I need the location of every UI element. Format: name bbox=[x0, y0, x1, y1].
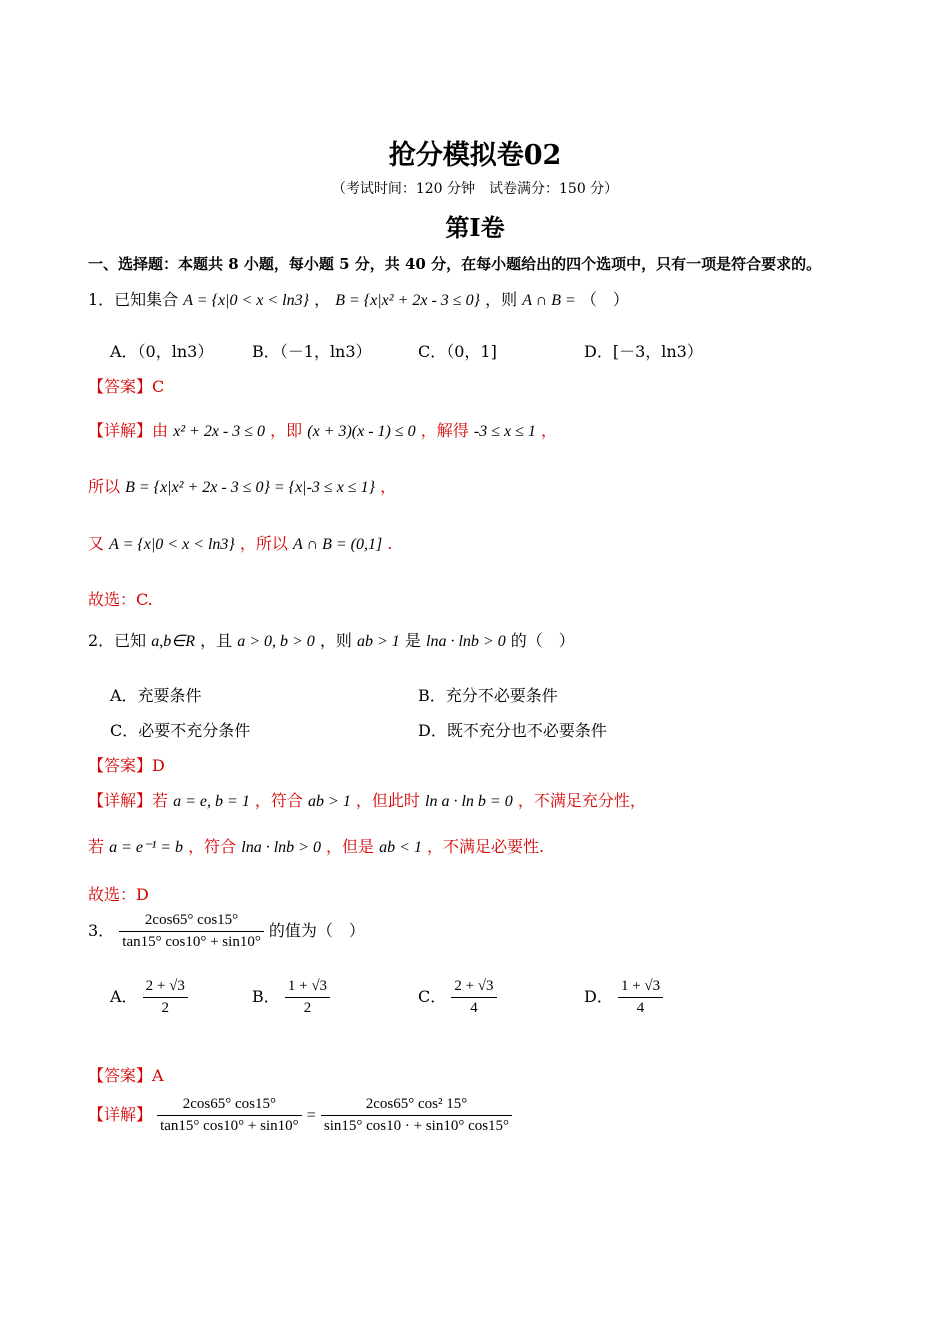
q2-math-1: a,b∈R bbox=[151, 633, 195, 650]
q1-d1-math-2: (x + 3)(x - 1) ≤ 0 bbox=[307, 423, 416, 440]
q3-detail-frac-1 bbox=[157, 1096, 302, 1135]
q1-d2-math: B = {x|x² + 2x - 3 ≤ 0} = {x|-3 ≤ x ≤ 1} bbox=[125, 479, 375, 496]
q3-option-b-den: 2 bbox=[303, 1000, 312, 1016]
exam-info: （考试时间：120 分钟 试卷满分：150 分） bbox=[331, 181, 619, 197]
q3-number: 3． bbox=[88, 921, 115, 940]
q1-detail-line-2 bbox=[88, 474, 396, 497]
q3-option-d-den: 4 bbox=[636, 1000, 645, 1016]
q2-l2-text-b: ，符合 bbox=[188, 837, 237, 856]
q2-l2-math-3: ab < 1 bbox=[379, 839, 422, 856]
q2-l1-text-c: ，但此时 bbox=[355, 791, 420, 810]
q1-choose: 故选：C. bbox=[88, 590, 153, 609]
q1-detail-line-3 bbox=[88, 531, 392, 554]
q3-option-b-label: B． bbox=[252, 987, 280, 1006]
q3-fraction bbox=[119, 912, 264, 951]
q1-d3-text-b: ，所以 bbox=[239, 534, 288, 553]
q3-option-d-frac bbox=[618, 978, 663, 1017]
q1-d2-text-b: ， bbox=[380, 477, 397, 496]
q3-detail-frac-2-num: 2cos65° cos² 15° bbox=[321, 1096, 512, 1116]
q2-option-c: C．必要不充分条件 bbox=[110, 721, 251, 740]
q3-option-c-num: 2 + √3 bbox=[451, 978, 496, 998]
q2-detail-line-1 bbox=[88, 788, 646, 811]
q3-detail-label: 【详解】 bbox=[88, 1105, 153, 1124]
q1-option-d: D．[－3，ln3） bbox=[584, 342, 703, 361]
q3-detail-frac-1-den: tan15° cos10° + sin10° bbox=[160, 1118, 299, 1134]
q3-fraction-denominator: tan15° cos10° + sin10° bbox=[122, 934, 261, 950]
q3-detail-frac-2-den: sin15° cos10 · + sin10° cos15° bbox=[323, 1118, 510, 1134]
q1-option-b: B．（－1，ln3） bbox=[252, 342, 372, 361]
q1-option-c: C．（0，1] bbox=[418, 342, 497, 361]
q3-detail bbox=[88, 1096, 512, 1135]
q2-option-b: B．充分不必要条件 bbox=[418, 686, 558, 705]
question-2 bbox=[88, 628, 575, 651]
q2-l2-text-c: ，但是 bbox=[326, 837, 375, 856]
q1-d1-text-d: ， bbox=[540, 421, 557, 440]
q2-text-4: 的（ ） bbox=[510, 631, 575, 650]
q3-detail-frac-1-num: 2cos65° cos15° bbox=[157, 1096, 302, 1116]
page-title: 抢分模拟卷02 bbox=[388, 140, 562, 171]
q1-ask-math: A ∩ B = bbox=[522, 292, 576, 309]
q2-l2-math-2: lna · lnb > 0 bbox=[241, 839, 321, 856]
section-heading: 一、选择题：本题共 8 小题，每小题 5 分，共 40 分，在每小题给出的四个选项中，只有一项是符合要求的。 bbox=[88, 255, 822, 273]
q1-d2-text-a: 所以 bbox=[88, 477, 121, 496]
q2-math-2: a > 0, b > 0 bbox=[237, 633, 315, 650]
q1-set-b: B = {x|x² + 2x - 3 ≤ 0} bbox=[335, 292, 480, 309]
q1-option-a: A．（0，ln3） bbox=[110, 342, 214, 361]
q3-option-c-label: C． bbox=[418, 987, 447, 1006]
q2-math-4: lna · lnb > 0 bbox=[426, 633, 506, 650]
q1-d3-math-1: A = {x|0 < x < ln3} bbox=[109, 536, 235, 553]
q2-detail-line-2 bbox=[88, 834, 544, 857]
q3-option-b-num: 1 + √3 bbox=[285, 978, 330, 998]
q2-number: 2．已知 bbox=[88, 631, 147, 650]
q2-option-d: D．既不充分也不必要条件 bbox=[418, 721, 607, 740]
q3-option-d-num: 1 + √3 bbox=[618, 978, 663, 998]
q2-option-a: A．充要条件 bbox=[110, 686, 202, 705]
q1-d3-math-2: A ∩ B = (0,1] bbox=[293, 536, 383, 553]
q3-tail: 的值为（ ） bbox=[268, 921, 365, 940]
q3-answer: 【答案】A bbox=[88, 1066, 164, 1085]
q1-detail-line-1 bbox=[88, 418, 557, 441]
question-1 bbox=[88, 287, 629, 310]
q3-option-a-label: A． bbox=[110, 987, 138, 1006]
q2-math-3: ab > 1 bbox=[357, 633, 400, 650]
q1-set-a: A = {x|0 < x < ln3} bbox=[183, 292, 309, 309]
q1-d1-math-3: -3 ≤ x ≤ 1 bbox=[473, 423, 536, 440]
q3-detail-equals: = bbox=[306, 1107, 316, 1124]
q1-paren: （ ） bbox=[580, 290, 629, 309]
q1-number: 1．已知集合 bbox=[88, 290, 179, 309]
q3-fraction-numerator: 2cos65° cos15° bbox=[119, 912, 264, 932]
q3-option-b-frac bbox=[285, 978, 330, 1017]
q3-option-d bbox=[584, 978, 663, 1017]
q1-d3-text-c: . bbox=[387, 534, 393, 553]
q3-option-c-frac bbox=[451, 978, 496, 1017]
q1-d1-math-1: x² + 2x - 3 ≤ 0 bbox=[173, 423, 266, 440]
q2-l2-math-1: a = e⁻¹ = b bbox=[109, 839, 184, 856]
q2-l1-text-b: ，符合 bbox=[254, 791, 303, 810]
q1-d3-text-a: 又 bbox=[88, 534, 105, 553]
question-3 bbox=[88, 912, 365, 951]
q3-option-a-frac bbox=[143, 978, 188, 1017]
q3-detail-frac-2 bbox=[321, 1096, 512, 1135]
q1-d1-text-a: 由 bbox=[152, 421, 169, 440]
q2-l1-math-3: ln a · ln b = 0 bbox=[425, 793, 513, 810]
q2-choose: 故选：D bbox=[88, 885, 149, 904]
q2-text-2: ，则 bbox=[319, 631, 352, 650]
q2-l1-text-d: ，不满足充分性， bbox=[517, 791, 646, 810]
q2-l2-text-a: 若 bbox=[88, 837, 105, 856]
q1-d1-text-b: ，即 bbox=[270, 421, 303, 440]
q1-detail-label: 【详解】 bbox=[88, 421, 153, 440]
q2-l2-text-d: ，不满足必要性. bbox=[427, 837, 545, 856]
q1-comma: ， bbox=[314, 290, 331, 309]
q2-l1-math-1: a = e, b = 1 bbox=[173, 793, 250, 810]
q1-answer: 【答案】C bbox=[88, 377, 165, 396]
q3-option-a-den: 2 bbox=[161, 1000, 169, 1016]
q2-l1-math-2: ab > 1 bbox=[308, 793, 351, 810]
q3-option-a-num: 2 + √3 bbox=[143, 978, 188, 998]
q2-text-3: 是 bbox=[404, 631, 421, 650]
q1-d1-text-c: ，解得 bbox=[420, 421, 469, 440]
volume-heading: 第Ⅰ卷 bbox=[445, 213, 505, 242]
q2-l1-text-a: 若 bbox=[152, 791, 169, 810]
q2-text-1: ，且 bbox=[200, 631, 233, 650]
q3-option-b bbox=[252, 978, 330, 1017]
q1-ask: ，则 bbox=[485, 290, 518, 309]
q3-option-d-label: D． bbox=[584, 987, 613, 1006]
q3-option-c-den: 4 bbox=[470, 1000, 478, 1016]
q2-detail-label: 【详解】 bbox=[88, 791, 153, 810]
q3-option-c bbox=[418, 978, 497, 1017]
q3-option-a bbox=[110, 978, 188, 1017]
q2-answer: 【答案】D bbox=[88, 756, 165, 775]
